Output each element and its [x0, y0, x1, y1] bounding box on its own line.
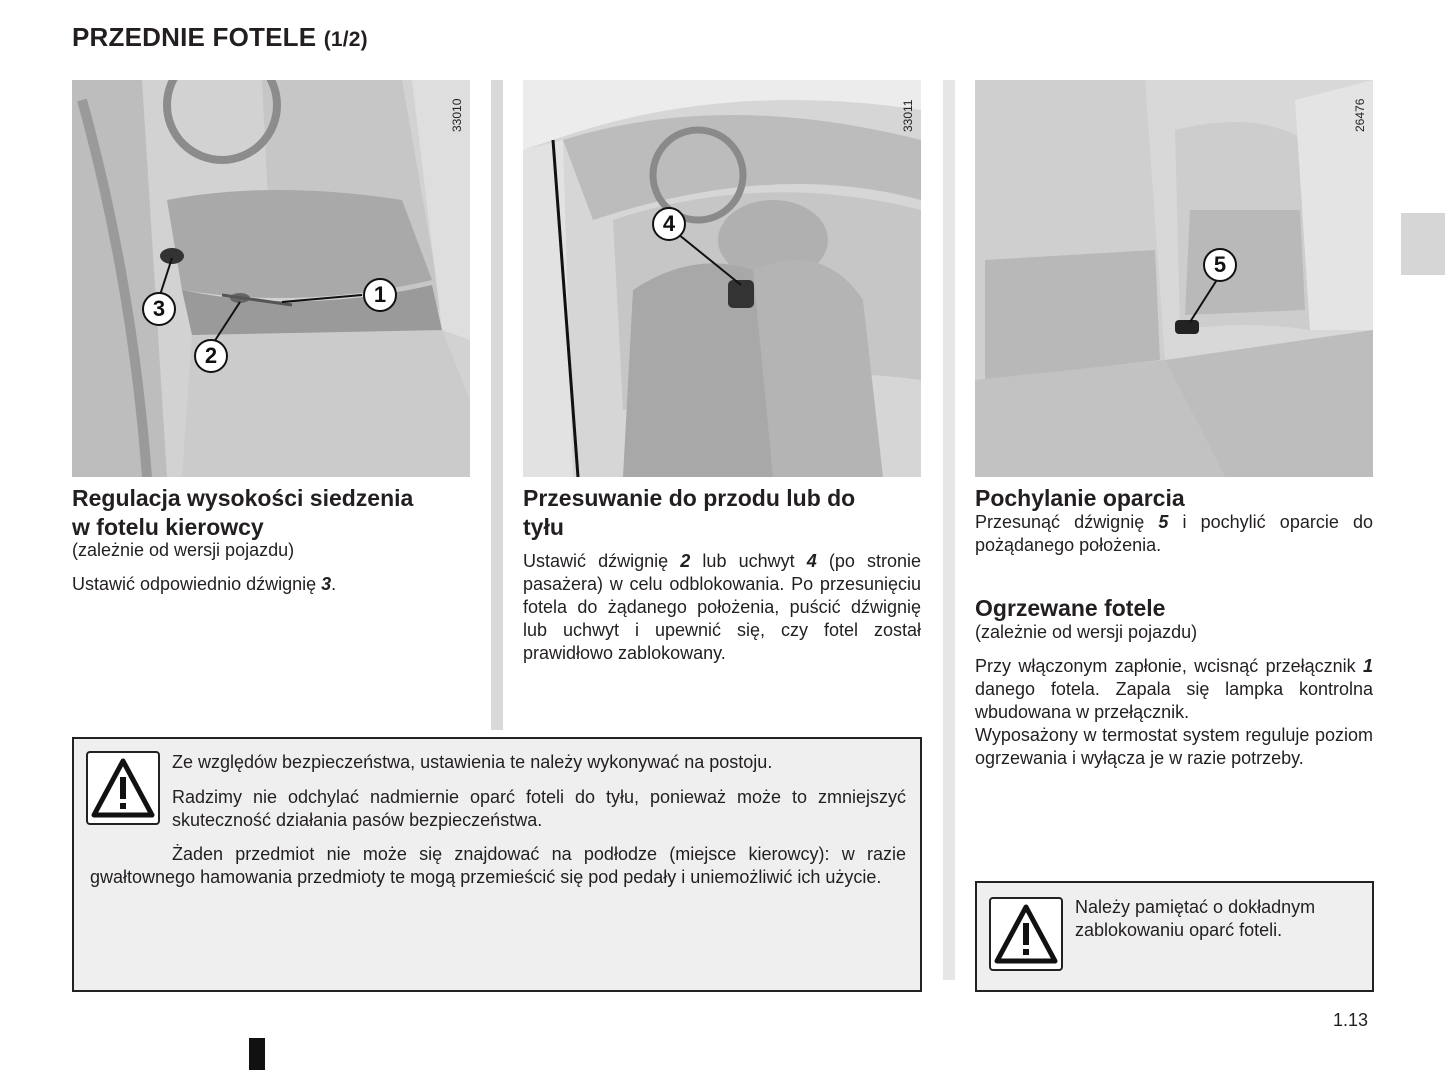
warning-text-backrest: Należy pamiętać o dokładnym zablokowaniu oparć foteli. [1075, 897, 1316, 940]
chapter-tab [1401, 213, 1445, 275]
warning-box-main [72, 737, 922, 992]
text: Przy włączonym zapłonie, wcisnąć przełącznik [975, 656, 1363, 676]
warning-text-2: Radzimy nie odchylać nadmiernie oparć foteli do tyłu, ponieważ może to zmniejszyć skuteczność działania pasów bezpieczeństwa. [172, 787, 906, 830]
section-heading-heated-seats: Ogrzewane fotele [975, 595, 1166, 621]
page-title [72, 22, 368, 53]
reference-number: 2 [680, 551, 691, 571]
warning-triangle-icon [86, 751, 160, 825]
text: Ustawić dźwignię [523, 551, 681, 571]
figure-code: 33011 [901, 99, 915, 132]
print-mark [249, 1038, 265, 1070]
paragraph-thermostat: Wyposażony w termostat system reguluje poziom ogrzewania i wyłącza je w razie potrzeby. [975, 725, 1373, 768]
column-divider-1 [491, 80, 503, 730]
reference-number: 3 [321, 574, 332, 594]
callout-3: 3 [142, 292, 176, 326]
warning-triangle-icon [989, 897, 1063, 971]
paragraph-seat-height [72, 573, 470, 596]
text: Przesunąć dźwignię [975, 512, 1159, 532]
page-title-suffix: (1/2) [323, 28, 368, 51]
reference-number: 4 [806, 551, 817, 571]
text: (po stronie pasażera) w celu odblokowania. Po przesunięciu fotela do żądanego położenia, puścić dźwignię lub uchwyt i upewnić się, czy fotel został prawidłowo zablokowany. [523, 551, 922, 663]
warning-text-1: Ze względów bezpieczeństwa, ustawienia te należy wykonywać na postoju. [172, 752, 773, 772]
section-heading-seat-height [72, 484, 472, 542]
heading-line: Regulacja wysokości siedzenia [72, 485, 414, 511]
figure-driver-seat-height [72, 80, 470, 477]
heading-line: Przesuwanie do przodu lub do [523, 485, 856, 511]
version-note: (zależnie od wersji pojazdu) [72, 540, 295, 560]
callout-2: 2 [194, 339, 228, 373]
text: i pochylić oparcie do pożądanego położenia. [975, 512, 1373, 555]
figure-code: 26476 [1353, 98, 1367, 132]
text: . [331, 574, 337, 594]
page-title-text: PRZEDNIE FOTELE [72, 22, 317, 52]
reference-number: 5 [1158, 512, 1169, 532]
warning-box-backrest [975, 881, 1374, 992]
section-heading-recline: Pochylanie oparcia [975, 485, 1185, 511]
figure-seat-fore-aft [523, 80, 921, 477]
page-number: 1.13 [1333, 1010, 1369, 1030]
text: danego fotela. Zapala się lampka kontrolna wbudowana w przełącznik. [975, 679, 1373, 722]
section-heading-fore-aft [523, 484, 923, 542]
text: lub uchwyt [690, 551, 807, 571]
figure-backrest-recline [975, 80, 1373, 477]
figure-code: 33010 [450, 98, 464, 132]
callout-1: 1 [363, 278, 397, 312]
warning-text-3: Żaden przedmiot nie może się znajdować na podłodze (miejsce kierowcy): w razie gwałtownego hamowania przedmioty te mogą przemieścić się pod pedały i uniemożliwić ich użycie. [90, 844, 906, 887]
backrest-recline-illustration [975, 80, 1373, 477]
column-divider-2 [943, 80, 955, 980]
callout-5: 5 [1203, 248, 1237, 282]
reference-number: 1 [1362, 656, 1373, 676]
seat-fore-aft-illustration [523, 80, 921, 477]
version-note: (zależnie od wersji pojazdu) [975, 622, 1198, 642]
paragraph-recline [975, 511, 1373, 557]
paragraph-fore-aft [523, 550, 921, 665]
heading-line: tyłu [523, 514, 564, 540]
text: Ustawić odpowiednio dźwignię [72, 574, 322, 594]
heading-line: w fotelu kierowcy [72, 514, 264, 540]
callout-4: 4 [652, 207, 686, 241]
paragraph-heated-seats [975, 655, 1373, 724]
seat-height-illustration [72, 80, 470, 477]
